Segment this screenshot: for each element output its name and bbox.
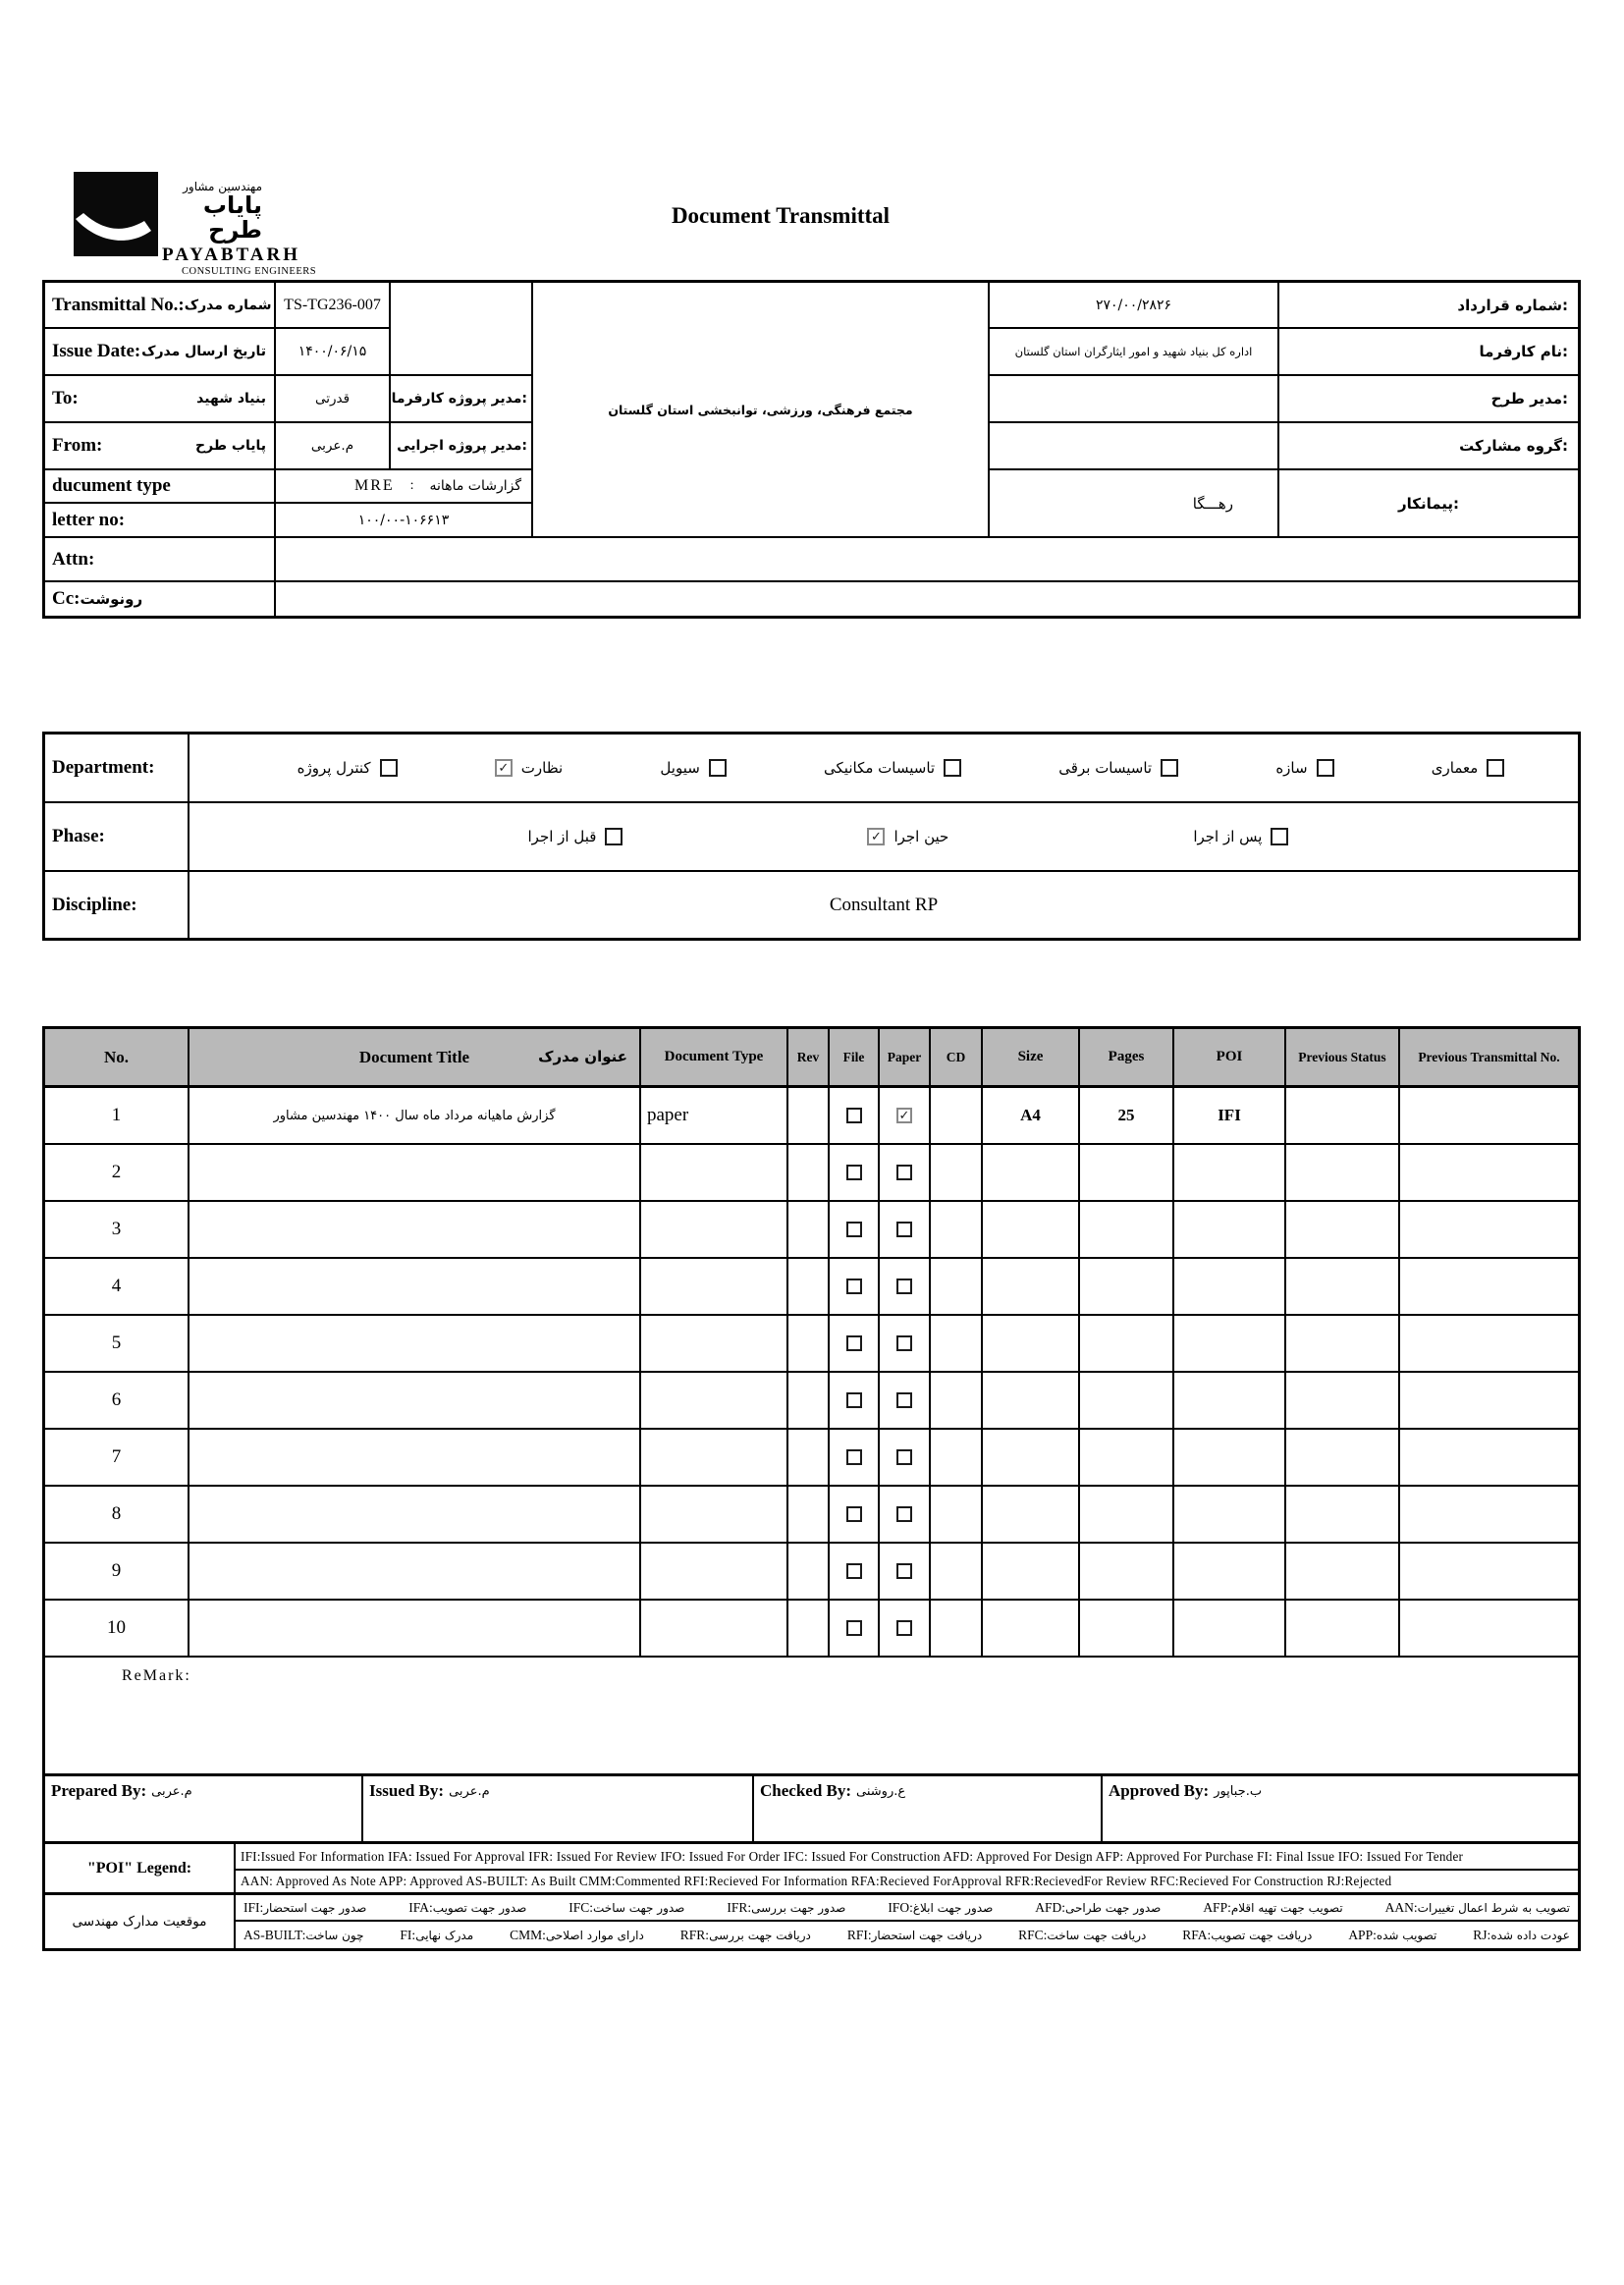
- doc-row-poi: [1174, 1601, 1286, 1658]
- legend-item-aan: AAN: تصویب به شرط اعمال تغییرات: [1384, 1899, 1570, 1915]
- doc-row-cd: [931, 1259, 983, 1316]
- signatures-row: [42, 1773, 1581, 1844]
- doc-row-paper: [880, 1601, 931, 1658]
- doc-row-prev-status: [1286, 1259, 1400, 1316]
- doc-row-cd: [931, 1487, 983, 1544]
- checked-checkbox-icon[interactable]: [867, 828, 885, 845]
- unchecked-checkbox-icon[interactable]: [896, 1165, 912, 1180]
- doc-row-pages: [1080, 1202, 1174, 1259]
- client-name-label: نام کارفرما:: [1279, 329, 1578, 376]
- checkbox-option-label: پس از اجرا: [1193, 828, 1263, 845]
- doc-row-prev-transmittal: [1400, 1544, 1578, 1601]
- checkbox-option: [867, 828, 948, 845]
- doc-row-pages: [1080, 1145, 1174, 1202]
- doc-row-title: [189, 1259, 641, 1316]
- doc-row-file: [830, 1487, 880, 1544]
- poi-legend-table: [42, 1841, 1581, 1951]
- unchecked-checkbox-icon[interactable]: [896, 1449, 912, 1465]
- col-header-no: No.: [45, 1029, 189, 1088]
- document-type-label: ducument type: [45, 470, 276, 504]
- unchecked-checkbox-icon[interactable]: [896, 1392, 912, 1408]
- checkbox-option-label: سازه: [1275, 759, 1308, 777]
- unchecked-checkbox-icon[interactable]: [605, 828, 623, 845]
- unchecked-checkbox-icon[interactable]: [896, 1279, 912, 1294]
- transmittal-no-value: TS-TG236-007: [276, 283, 391, 329]
- doc-row-cd: [931, 1430, 983, 1487]
- unchecked-checkbox-icon[interactable]: [1271, 828, 1288, 845]
- doc-row-no: 1: [45, 1088, 189, 1145]
- legend-item-afd: AFD: صدور جهت طراحی: [1035, 1899, 1162, 1915]
- cc-label: Cc: رونوشت: [45, 582, 276, 616]
- poi-legend-en-row-2: AAN: Approved As Note APP: Approved AS-BUILT: As Built CMM:Commented RFI:Recieved For Information RFA:Recieved ForApproval RFR:RecievedFor Review RFC:Recieved For Construction RJ:Rejected: [236, 1871, 1578, 1895]
- doc-row-prev-transmittal: [1400, 1373, 1578, 1430]
- doc-row-title: [189, 1601, 641, 1658]
- legend-item-ifi: IFI: صدور جهت استحضار: [244, 1899, 367, 1915]
- doc-row-no: 2: [45, 1145, 189, 1202]
- doc-row-paper: [880, 1487, 931, 1544]
- col-header-rev: Rev: [788, 1029, 830, 1088]
- doc-row-file: [830, 1430, 880, 1487]
- unchecked-checkbox-icon[interactable]: [896, 1222, 912, 1237]
- legend-item-rfr: RFR: دریافت جهت بررسی: [679, 1927, 811, 1942]
- checkbox-option-label: حین اجرا: [893, 828, 949, 845]
- doc-row-rev: [788, 1202, 830, 1259]
- doc-row-poi: [1174, 1430, 1286, 1487]
- doc-row-type: [641, 1202, 788, 1259]
- letter-no-value: ۱۰۰/۰۰-۱۰۶۶۱۳: [276, 504, 533, 538]
- design-manager-value: [990, 376, 1279, 423]
- doc-row-paper: [880, 1430, 931, 1487]
- doc-row-pages: [1080, 1487, 1174, 1544]
- document-type-value: گزارشات ماهانه : MRE: [276, 470, 533, 504]
- col-header-title: Document Title عنوان مدرک: [189, 1029, 641, 1088]
- legend-item-rfa: RFA: دریافت جهت تصویب: [1182, 1927, 1313, 1942]
- col-header-file: File: [830, 1029, 880, 1088]
- project-name: مجتمع فرهنگی، ورزشی، توانبخشی استان گلستان: [533, 283, 990, 538]
- attn-label: Attn:: [45, 538, 276, 582]
- approved-by-cell: Approved By: ب.جباپور: [1109, 1781, 1263, 1800]
- doc-row-type: [641, 1316, 788, 1373]
- unchecked-checkbox-icon[interactable]: [896, 1335, 912, 1351]
- brand-en-name: PAYABTARH: [162, 245, 301, 266]
- doc-row-title: [189, 1544, 641, 1601]
- brand-fa-name: پایاب طرح: [202, 191, 262, 245]
- unchecked-checkbox-icon[interactable]: [896, 1563, 912, 1579]
- doc-row-no: 9: [45, 1544, 189, 1601]
- doc-row-file: [830, 1259, 880, 1316]
- poi-legend-en-row-1: IFI:Issued For Information IFA: Issued For Approval IFR: Issued For Review IFO: Issued For Order IFC: Issued For Construction AFD: Approved For Design AFP: Approved For Purchase FI: Final Issue IFO: Issued For Tender: [236, 1844, 1578, 1871]
- doc-row-prev-status: [1286, 1430, 1400, 1487]
- doc-row-prev-status: [1286, 1316, 1400, 1373]
- from-row: From: پایاب طرح: [45, 423, 276, 470]
- doc-row-size: [983, 1259, 1080, 1316]
- doc-row-prev-status: [1286, 1544, 1400, 1601]
- legend-item-ifo: IFO: صدور جهت ابلاغ: [888, 1899, 994, 1915]
- doc-row-poi: [1174, 1544, 1286, 1601]
- doc-row-size: [983, 1202, 1080, 1259]
- col-header-pages: Pages: [1080, 1029, 1174, 1088]
- unchecked-checkbox-icon[interactable]: [846, 1392, 862, 1408]
- checkbox-option: [1058, 759, 1178, 777]
- unchecked-checkbox-icon[interactable]: [1487, 759, 1504, 777]
- poi-legend-label: "POI" Legend:: [45, 1844, 236, 1895]
- jv-value: [990, 423, 1279, 470]
- issue-date-value: ۱۴۰۰/۰۶/۱۵: [276, 329, 391, 376]
- checkbox-option-label: نظارت: [520, 759, 564, 777]
- doc-row-type: [641, 1145, 788, 1202]
- issue-date-label: Issue Date: تاریخ ارسال مدرک: [45, 329, 276, 376]
- contract-no-label: شماره قرارداد:: [1279, 283, 1578, 329]
- unchecked-checkbox-icon[interactable]: [846, 1506, 862, 1522]
- checkbox-option-label: کنترل پروژه: [297, 759, 371, 777]
- doc-row-title: گزارش ماهیانه مرداد ماه سال ۱۴۰۰ مهندسین مشاور: [189, 1088, 641, 1145]
- unchecked-checkbox-icon[interactable]: [709, 759, 727, 777]
- doc-row-poi: IFI: [1174, 1088, 1286, 1145]
- doc-row-paper: [880, 1202, 931, 1259]
- doc-row-title: [189, 1487, 641, 1544]
- fa-legend-row-1: [236, 1895, 1578, 1922]
- checkbox-option-label: سیویل: [660, 759, 700, 777]
- letter-no-label: letter no:: [45, 504, 276, 538]
- to-person: قدرتی: [276, 376, 391, 423]
- doc-row-rev: [788, 1145, 830, 1202]
- unchecked-checkbox-icon[interactable]: [896, 1620, 912, 1636]
- doc-row-no: 7: [45, 1430, 189, 1487]
- doc-row-cd: [931, 1601, 983, 1658]
- issued-by-cell: Issued By: م.عربی: [363, 1776, 754, 1841]
- doc-row-no: 6: [45, 1373, 189, 1430]
- doc-row-prev-status: [1286, 1145, 1400, 1202]
- doc-row-paper: [880, 1316, 931, 1373]
- doc-row-size: [983, 1601, 1080, 1658]
- doc-row-paper: [880, 1544, 931, 1601]
- doc-row-prev-transmittal: [1400, 1430, 1578, 1487]
- unchecked-checkbox-icon[interactable]: [846, 1620, 862, 1636]
- discipline-label: Discipline:: [45, 872, 189, 938]
- unchecked-checkbox-icon[interactable]: [896, 1506, 912, 1522]
- doc-row-poi: [1174, 1202, 1286, 1259]
- checkbox-option: [660, 759, 726, 777]
- discipline-value: Consultant RP: [829, 894, 939, 915]
- legend-item-fi: FI: مدرک نهایی: [400, 1927, 474, 1942]
- legend-item-ifa: IFA: صدور جهت تصویب: [408, 1899, 527, 1915]
- doc-row-poi: [1174, 1316, 1286, 1373]
- col-header-type: Document Type: [641, 1029, 788, 1088]
- doc-row-no: 4: [45, 1259, 189, 1316]
- doc-row-paper: [880, 1259, 931, 1316]
- doc-row-rev: [788, 1373, 830, 1430]
- doc-row-file: [830, 1088, 880, 1145]
- doc-row-cd: [931, 1544, 983, 1601]
- checkbox-option: [495, 759, 563, 777]
- doc-row-no: 8: [45, 1487, 189, 1544]
- doc-row-prev-status: [1286, 1202, 1400, 1259]
- doc-row-rev: [788, 1601, 830, 1658]
- contractor-label: پیمانکار:: [1279, 470, 1578, 538]
- phase-options: [189, 803, 1578, 872]
- doc-row-prev-status: [1286, 1487, 1400, 1544]
- doc-row-type: [641, 1544, 788, 1601]
- legend-item-ifc: IFC: صدور جهت ساخت: [568, 1899, 685, 1915]
- doc-row-rev: [788, 1430, 830, 1487]
- contract-no-value: ۲۷۰/۰۰/۲۸۲۶: [990, 283, 1279, 329]
- doc-row-type: [641, 1430, 788, 1487]
- design-manager-label: مدیر طرح:: [1279, 376, 1578, 423]
- doc-row-poi: [1174, 1487, 1286, 1544]
- doc-row-pages: [1080, 1373, 1174, 1430]
- classification-table: [42, 732, 1581, 941]
- checkbox-option: [298, 759, 398, 777]
- doc-row-paper: [880, 1088, 931, 1145]
- unchecked-checkbox-icon[interactable]: [846, 1222, 862, 1237]
- checked-by-cell: Checked By: ع.روشنی: [754, 1776, 1103, 1841]
- legend-item-app: APP: تصویب شده: [1348, 1927, 1437, 1942]
- to-role-label: مدیر پروژه کارفرما:: [391, 376, 533, 423]
- doc-row-size: [983, 1487, 1080, 1544]
- doc-row-type: [641, 1601, 788, 1658]
- doc-row-rev: [788, 1088, 830, 1145]
- doc-row-size: [983, 1316, 1080, 1373]
- legend-item-cmm: CMM: دارای موارد اصلاحی: [510, 1927, 644, 1942]
- client-name-value: اداره کل بنیاد شهید و امور ایثارگران استان گلستان: [990, 329, 1279, 376]
- doc-row-size: [983, 1430, 1080, 1487]
- remark-area: ReMark:: [122, 1667, 191, 1684]
- col-header-cd: CD: [931, 1029, 983, 1088]
- doc-row-title: [189, 1430, 641, 1487]
- checkbox-option: [1275, 759, 1333, 777]
- doc-row-type: [641, 1487, 788, 1544]
- doc-row-paper: [880, 1373, 931, 1430]
- doc-row-prev-transmittal: [1400, 1487, 1578, 1544]
- doc-row-prev-transmittal: [1400, 1202, 1578, 1259]
- unchecked-checkbox-icon[interactable]: [846, 1335, 862, 1351]
- doc-row-size: A4: [983, 1088, 1080, 1145]
- unchecked-checkbox-icon[interactable]: [846, 1165, 862, 1180]
- checkbox-option-label: قبل از اجرا: [527, 828, 597, 845]
- doc-row-no: 5: [45, 1316, 189, 1373]
- unchecked-checkbox-icon[interactable]: [846, 1563, 862, 1579]
- col-header-size: Size: [983, 1029, 1080, 1088]
- doc-row-pages: 25: [1080, 1088, 1174, 1145]
- doc-row-no: 10: [45, 1601, 189, 1658]
- doc-row-cd: [931, 1088, 983, 1145]
- doc-row-rev: [788, 1487, 830, 1544]
- brand-subtitle: CONSULTING ENGINEERS: [182, 266, 317, 278]
- doc-row-file: [830, 1373, 880, 1430]
- doc-row-prev-transmittal: [1400, 1601, 1578, 1658]
- unchecked-checkbox-icon[interactable]: [846, 1449, 862, 1465]
- fa-legend-row-2: [236, 1922, 1578, 1948]
- checkbox-option: [824, 759, 961, 777]
- doc-row-no: 3: [45, 1202, 189, 1259]
- legend-item-as-built: AS-BUILT: چون ساخت: [244, 1927, 364, 1942]
- doc-row-file: [830, 1316, 880, 1373]
- unchecked-checkbox-icon[interactable]: [380, 759, 398, 777]
- doc-row-cd: [931, 1316, 983, 1373]
- checkbox-option: [528, 828, 623, 845]
- spacer-cell: [391, 283, 533, 376]
- doc-row-prev-transmittal: [1400, 1316, 1578, 1373]
- unchecked-checkbox-icon[interactable]: [846, 1279, 862, 1294]
- doc-row-prev-status: [1286, 1088, 1400, 1145]
- doc-row-paper: [880, 1145, 931, 1202]
- doc-row-prev-status: [1286, 1373, 1400, 1430]
- doc-row-rev: [788, 1544, 830, 1601]
- doc-row-rev: [788, 1316, 830, 1373]
- col-header-poi: POI: [1174, 1029, 1286, 1088]
- checkbox-option: [1193, 828, 1288, 845]
- doc-row-poi: [1174, 1373, 1286, 1430]
- doc-row-title: [189, 1373, 641, 1430]
- doc-row-file: [830, 1544, 880, 1601]
- unchecked-checkbox-icon[interactable]: [1317, 759, 1334, 777]
- col-header-prev-status: Previous Status: [1286, 1029, 1400, 1088]
- brand-fa-small: مهندسین مشاور: [183, 180, 262, 193]
- col-header-paper: Paper: [880, 1029, 931, 1088]
- doc-row-prev-transmittal: [1400, 1259, 1578, 1316]
- page-title: Document Transmittal: [671, 203, 891, 228]
- checkbox-option-label: تاسیسات مکانیکی: [824, 759, 936, 777]
- doc-row-file: [830, 1145, 880, 1202]
- doc-row-pages: [1080, 1601, 1174, 1658]
- fa-legend-label: موقعیت مدارک مهندسی: [45, 1895, 236, 1948]
- legend-item-afp: AFP: تصویب جهت تهیه اقلام: [1203, 1899, 1343, 1915]
- doc-row-cd: [931, 1145, 983, 1202]
- doc-row-pages: [1080, 1430, 1174, 1487]
- doc-row-size: [983, 1544, 1080, 1601]
- doc-row-pages: [1080, 1259, 1174, 1316]
- doc-row-prev-status: [1286, 1601, 1400, 1658]
- doc-row-prev-transmittal: [1400, 1145, 1578, 1202]
- doc-row-pages: [1080, 1544, 1174, 1601]
- doc-row-title: [189, 1316, 641, 1373]
- phase-label: Phase:: [45, 803, 189, 872]
- attn-value: [276, 538, 1578, 582]
- department-options: [189, 734, 1578, 803]
- checkbox-option-label: معماری: [1431, 759, 1479, 777]
- col-header-prev-transmittal: Previous Transmittal No.: [1400, 1029, 1578, 1088]
- doc-row-rev: [788, 1259, 830, 1316]
- doc-row-type: paper: [641, 1088, 788, 1145]
- doc-row-poi: [1174, 1259, 1286, 1316]
- checkbox-option: [1432, 759, 1505, 777]
- doc-row-file: [830, 1202, 880, 1259]
- legend-item-ifr: IFR: صدور جهت بررسی: [727, 1899, 846, 1915]
- doc-row-file: [830, 1601, 880, 1658]
- doc-row-prev-transmittal: [1400, 1088, 1578, 1145]
- from-role-label: مدیر پروژه اجرایی:: [391, 423, 533, 470]
- doc-row-cd: [931, 1373, 983, 1430]
- legend-item-rfc: RFC: دریافت جهت ساخت: [1018, 1927, 1147, 1942]
- prepared-by-cell: Prepared By: م.عربی: [45, 1776, 363, 1841]
- department-label: Department:: [45, 734, 189, 803]
- doc-row-type: [641, 1373, 788, 1430]
- jv-label: گروه مشارکت:: [1279, 423, 1578, 470]
- doc-row-pages: [1080, 1316, 1174, 1373]
- doc-row-cd: [931, 1202, 983, 1259]
- doc-row-type: [641, 1259, 788, 1316]
- from-person: م.عربی: [276, 423, 391, 470]
- checked-checkbox-icon[interactable]: [896, 1108, 912, 1123]
- unchecked-checkbox-icon[interactable]: [846, 1108, 862, 1123]
- to-row: To: بنیاد شهید: [45, 376, 276, 423]
- doc-row-size: [983, 1373, 1080, 1430]
- doc-row-size: [983, 1145, 1080, 1202]
- cc-value: [276, 582, 1578, 616]
- doc-row-title: [189, 1202, 641, 1259]
- transmittal-no-label: Transmittal No.: شماره مدرک: [45, 283, 276, 329]
- transmittal-info-table: [42, 280, 1581, 619]
- checked-checkbox-icon[interactable]: [495, 759, 513, 777]
- checkbox-option-label: تاسیسات برقی: [1058, 759, 1153, 777]
- unchecked-checkbox-icon[interactable]: [944, 759, 961, 777]
- legend-item-rj: RJ: عودت داده شده: [1473, 1927, 1570, 1942]
- unchecked-checkbox-icon[interactable]: [1161, 759, 1178, 777]
- legend-item-rfi: RFI: دریافت جهت استحضار: [846, 1927, 983, 1942]
- doc-row-title: [189, 1145, 641, 1202]
- doc-row-poi: [1174, 1145, 1286, 1202]
- contractor-value: رهـــگا: [990, 470, 1279, 538]
- document-list-table: [42, 1026, 1581, 1776]
